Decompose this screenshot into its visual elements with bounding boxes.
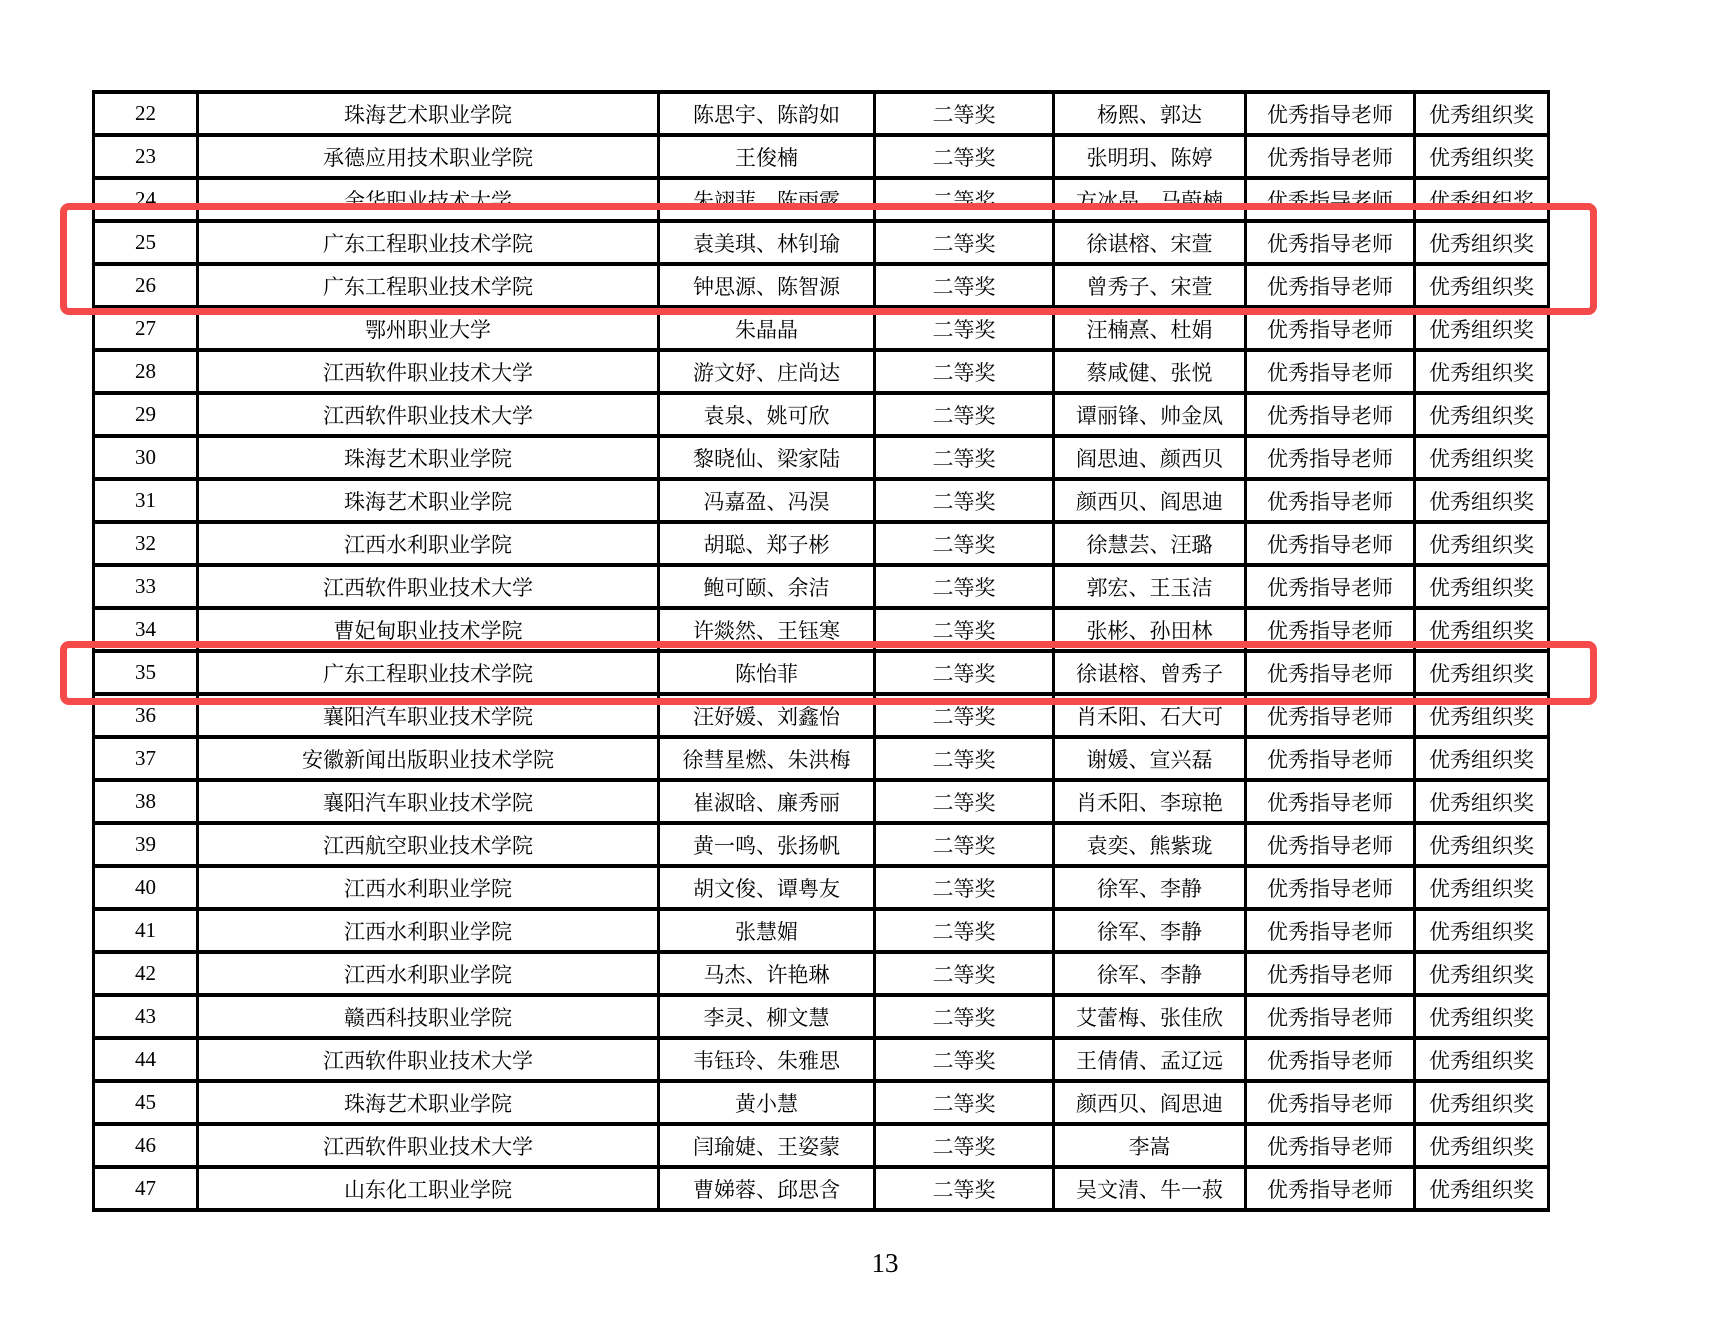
cell-student-names: 李灵、柳文慧 [659, 995, 875, 1038]
cell-teacher-award: 优秀指导老师 [1246, 1167, 1415, 1210]
cell-school-name: 安徽新闻出版职业技术学院 [198, 737, 659, 780]
cell-teacher-names: 蔡咸健、张悦 [1054, 350, 1246, 393]
cell-row-number: 28 [94, 350, 198, 393]
cell-teacher-award: 优秀指导老师 [1246, 909, 1415, 952]
cell-row-number: 34 [94, 608, 198, 651]
cell-student-names: 陈思宇、陈韵如 [659, 92, 875, 135]
cell-row-number: 46 [94, 1124, 198, 1167]
cell-student-names: 袁美琪、林钊瑜 [659, 221, 875, 264]
cell-organization-award: 优秀组织奖 [1415, 436, 1549, 479]
cell-award-level: 二等奖 [875, 608, 1054, 651]
cell-row-number: 37 [94, 737, 198, 780]
cell-organization-award: 优秀组织奖 [1415, 522, 1549, 565]
cell-row-number: 22 [94, 92, 198, 135]
cell-teacher-names: 李嵩 [1054, 1124, 1246, 1167]
cell-teacher-award: 优秀指导老师 [1246, 694, 1415, 737]
cell-award-level: 二等奖 [875, 694, 1054, 737]
cell-row-number: 33 [94, 565, 198, 608]
cell-organization-award: 优秀组织奖 [1415, 135, 1549, 178]
cell-student-names: 黄小慧 [659, 1081, 875, 1124]
cell-award-level: 二等奖 [875, 178, 1054, 221]
cell-award-level: 二等奖 [875, 522, 1054, 565]
award-table-body [94, 92, 1549, 1210]
cell-award-level: 二等奖 [875, 1167, 1054, 1210]
cell-award-level: 二等奖 [875, 135, 1054, 178]
table-row [94, 307, 1549, 350]
table-row [94, 565, 1549, 608]
cell-row-number: 32 [94, 522, 198, 565]
cell-student-names: 朱晶晶 [659, 307, 875, 350]
cell-row-number: 30 [94, 436, 198, 479]
cell-school-name: 江西软件职业技术大学 [198, 393, 659, 436]
cell-teacher-names: 方冰晶、马蔚楠 [1054, 178, 1246, 221]
cell-row-number: 38 [94, 780, 198, 823]
cell-school-name: 珠海艺术职业学院 [198, 479, 659, 522]
cell-student-names: 汪妤媛、刘鑫怡 [659, 694, 875, 737]
cell-award-level: 二等奖 [875, 479, 1054, 522]
cell-student-names: 陈怡菲 [659, 651, 875, 694]
table-row [94, 393, 1549, 436]
cell-row-number: 42 [94, 952, 198, 995]
table-row [94, 952, 1549, 995]
cell-school-name: 广东工程职业技术学院 [198, 264, 659, 307]
cell-school-name: 江西水利职业学院 [198, 866, 659, 909]
cell-student-names: 冯嘉盈、冯淏 [659, 479, 875, 522]
cell-row-number: 44 [94, 1038, 198, 1081]
cell-student-names: 曹娣蓉、邱思含 [659, 1167, 875, 1210]
cell-teacher-award: 优秀指导老师 [1246, 737, 1415, 780]
table-row [94, 737, 1549, 780]
cell-student-names: 朱翊菲、陈雨露 [659, 178, 875, 221]
cell-teacher-award: 优秀指导老师 [1246, 221, 1415, 264]
table-row [94, 178, 1549, 221]
cell-school-name: 承德应用技术职业学院 [198, 135, 659, 178]
cell-award-level: 二等奖 [875, 1124, 1054, 1167]
cell-teacher-names: 王倩倩、孟辽远 [1054, 1038, 1246, 1081]
cell-organization-award: 优秀组织奖 [1415, 651, 1549, 694]
table-row [94, 823, 1549, 866]
cell-organization-award: 优秀组织奖 [1415, 350, 1549, 393]
cell-school-name: 江西航空职业技术学院 [198, 823, 659, 866]
cell-row-number: 27 [94, 307, 198, 350]
cell-teacher-names: 曾秀子、宋萱 [1054, 264, 1246, 307]
cell-school-name: 襄阳汽车职业技术学院 [198, 780, 659, 823]
cell-organization-award: 优秀组织奖 [1415, 995, 1549, 1038]
cell-teacher-award: 优秀指导老师 [1246, 1081, 1415, 1124]
cell-organization-award: 优秀组织奖 [1415, 565, 1549, 608]
cell-organization-award: 优秀组织奖 [1415, 178, 1549, 221]
cell-teacher-names: 阎思迪、颜西贝 [1054, 436, 1246, 479]
table-row [94, 436, 1549, 479]
cell-school-name: 江西水利职业学院 [198, 952, 659, 995]
cell-teacher-award: 优秀指导老师 [1246, 479, 1415, 522]
table-row [94, 479, 1549, 522]
cell-row-number: 43 [94, 995, 198, 1038]
award-table [92, 90, 1550, 1212]
cell-teacher-names: 谢媛、宣兴磊 [1054, 737, 1246, 780]
cell-organization-award: 优秀组织奖 [1415, 866, 1549, 909]
cell-row-number: 26 [94, 264, 198, 307]
table-row [94, 866, 1549, 909]
cell-school-name: 珠海艺术职业学院 [198, 92, 659, 135]
cell-school-name: 广东工程职业技术学院 [198, 651, 659, 694]
page-number: 13 [871, 1248, 899, 1278]
cell-row-number: 31 [94, 479, 198, 522]
cell-organization-award: 优秀组织奖 [1415, 1038, 1549, 1081]
cell-award-level: 二等奖 [875, 350, 1054, 393]
cell-award-level: 二等奖 [875, 995, 1054, 1038]
cell-teacher-names: 肖禾阳、石大可 [1054, 694, 1246, 737]
cell-student-names: 黎晓仙、梁家陆 [659, 436, 875, 479]
cell-school-name: 襄阳汽车职业技术学院 [198, 694, 659, 737]
cell-row-number: 41 [94, 909, 198, 952]
cell-organization-award: 优秀组织奖 [1415, 737, 1549, 780]
cell-student-names: 徐彗星燃、朱洪梅 [659, 737, 875, 780]
cell-teacher-award: 优秀指导老师 [1246, 952, 1415, 995]
cell-school-name: 江西软件职业技术大学 [198, 350, 659, 393]
cell-teacher-award: 优秀指导老师 [1246, 393, 1415, 436]
cell-teacher-names: 徐谌榕、宋萱 [1054, 221, 1246, 264]
cell-award-level: 二等奖 [875, 952, 1054, 995]
cell-teacher-names: 杨熙、郭达 [1054, 92, 1246, 135]
cell-school-name: 珠海艺术职业学院 [198, 1081, 659, 1124]
cell-organization-award: 优秀组织奖 [1415, 608, 1549, 651]
cell-organization-award: 优秀组织奖 [1415, 1167, 1549, 1210]
cell-award-level: 二等奖 [875, 221, 1054, 264]
cell-organization-award: 优秀组织奖 [1415, 264, 1549, 307]
cell-organization-award: 优秀组织奖 [1415, 393, 1549, 436]
cell-organization-award: 优秀组织奖 [1415, 694, 1549, 737]
cell-teacher-names: 谭丽锋、帅金凤 [1054, 393, 1246, 436]
cell-award-level: 二等奖 [875, 737, 1054, 780]
cell-award-level: 二等奖 [875, 866, 1054, 909]
cell-teacher-award: 优秀指导老师 [1246, 436, 1415, 479]
cell-teacher-names: 袁奕、熊紫珑 [1054, 823, 1246, 866]
cell-school-name: 金华职业技术大学 [198, 178, 659, 221]
cell-school-name: 鄂州职业大学 [198, 307, 659, 350]
table-row [94, 1167, 1549, 1210]
table-row [94, 909, 1549, 952]
cell-organization-award: 优秀组织奖 [1415, 823, 1549, 866]
cell-organization-award: 优秀组织奖 [1415, 1124, 1549, 1167]
cell-student-names: 闫瑜婕、王姿蒙 [659, 1124, 875, 1167]
cell-teacher-names: 肖禾阳、李琼艳 [1054, 780, 1246, 823]
cell-student-names: 钟思源、陈智源 [659, 264, 875, 307]
cell-student-names: 袁泉、姚可欣 [659, 393, 875, 436]
cell-row-number: 47 [94, 1167, 198, 1210]
cell-school-name: 广东工程职业技术学院 [198, 221, 659, 264]
cell-award-level: 二等奖 [875, 436, 1054, 479]
table-row [94, 651, 1549, 694]
cell-teacher-award: 优秀指导老师 [1246, 608, 1415, 651]
cell-teacher-award: 优秀指导老师 [1246, 178, 1415, 221]
cell-teacher-names: 汪楠熹、杜娟 [1054, 307, 1246, 350]
cell-teacher-award: 优秀指导老师 [1246, 307, 1415, 350]
cell-school-name: 珠海艺术职业学院 [198, 436, 659, 479]
cell-teacher-award: 优秀指导老师 [1246, 866, 1415, 909]
cell-row-number: 35 [94, 651, 198, 694]
cell-organization-award: 优秀组织奖 [1415, 92, 1549, 135]
cell-teacher-names: 张明玥、陈婷 [1054, 135, 1246, 178]
cell-row-number: 40 [94, 866, 198, 909]
cell-teacher-award: 优秀指导老师 [1246, 1124, 1415, 1167]
cell-row-number: 29 [94, 393, 198, 436]
cell-student-names: 韦钰玲、朱雅思 [659, 1038, 875, 1081]
cell-teacher-names: 颜西贝、阎思迪 [1054, 1081, 1246, 1124]
cell-teacher-names: 张彬、孙田林 [1054, 608, 1246, 651]
cell-student-names: 游文妤、庄尚达 [659, 350, 875, 393]
cell-organization-award: 优秀组织奖 [1415, 909, 1549, 952]
table-row [94, 1124, 1549, 1167]
cell-student-names: 崔淑晗、廉秀丽 [659, 780, 875, 823]
table-row [94, 1038, 1549, 1081]
cell-row-number: 45 [94, 1081, 198, 1124]
cell-award-level: 二等奖 [875, 1038, 1054, 1081]
table-row [94, 995, 1549, 1038]
cell-teacher-award: 优秀指导老师 [1246, 995, 1415, 1038]
cell-row-number: 24 [94, 178, 198, 221]
cell-row-number: 25 [94, 221, 198, 264]
cell-teacher-award: 优秀指导老师 [1246, 780, 1415, 823]
cell-organization-award: 优秀组织奖 [1415, 1081, 1549, 1124]
cell-award-level: 二等奖 [875, 264, 1054, 307]
cell-organization-award: 优秀组织奖 [1415, 479, 1549, 522]
cell-teacher-names: 徐军、李静 [1054, 866, 1246, 909]
cell-row-number: 39 [94, 823, 198, 866]
cell-award-level: 二等奖 [875, 307, 1054, 350]
cell-award-level: 二等奖 [875, 780, 1054, 823]
cell-teacher-award: 优秀指导老师 [1246, 565, 1415, 608]
cell-teacher-award: 优秀指导老师 [1246, 350, 1415, 393]
cell-row-number: 36 [94, 694, 198, 737]
table-row [94, 221, 1549, 264]
cell-school-name: 曹妃甸职业技术学院 [198, 608, 659, 651]
cell-teacher-award: 优秀指导老师 [1246, 1038, 1415, 1081]
cell-teacher-names: 颜西贝、阎思迪 [1054, 479, 1246, 522]
cell-teacher-names: 吴文清、牛一菽 [1054, 1167, 1246, 1210]
cell-teacher-names: 艾蕾梅、张佳欣 [1054, 995, 1246, 1038]
cell-school-name: 赣西科技职业学院 [198, 995, 659, 1038]
cell-student-names: 黄一鸣、张扬帆 [659, 823, 875, 866]
cell-award-level: 二等奖 [875, 393, 1054, 436]
cell-student-names: 鲍可颐、余洁 [659, 565, 875, 608]
cell-award-level: 二等奖 [875, 909, 1054, 952]
cell-student-names: 王俊楠 [659, 135, 875, 178]
cell-teacher-names: 徐军、李静 [1054, 952, 1246, 995]
cell-award-level: 二等奖 [875, 565, 1054, 608]
table-row [94, 694, 1549, 737]
cell-school-name: 江西软件职业技术大学 [198, 1038, 659, 1081]
cell-teacher-award: 优秀指导老师 [1246, 135, 1415, 178]
table-row [94, 608, 1549, 651]
cell-school-name: 江西软件职业技术大学 [198, 565, 659, 608]
cell-teacher-award: 优秀指导老师 [1246, 651, 1415, 694]
cell-teacher-names: 徐谌榕、曾秀子 [1054, 651, 1246, 694]
cell-award-level: 二等奖 [875, 1081, 1054, 1124]
table-row [94, 780, 1549, 823]
table-row [94, 135, 1549, 178]
cell-organization-award: 优秀组织奖 [1415, 307, 1549, 350]
cell-teacher-names: 郭宏、王玉洁 [1054, 565, 1246, 608]
table-row [94, 1081, 1549, 1124]
cell-student-names: 胡文俊、谭粤友 [659, 866, 875, 909]
cell-student-names: 马杰、许艳琳 [659, 952, 875, 995]
table-row [94, 350, 1549, 393]
cell-teacher-names: 徐慧芸、汪璐 [1054, 522, 1246, 565]
cell-student-names: 张慧媚 [659, 909, 875, 952]
cell-school-name: 山东化工职业学院 [198, 1167, 659, 1210]
cell-teacher-award: 优秀指导老师 [1246, 522, 1415, 565]
cell-teacher-names: 徐军、李静 [1054, 909, 1246, 952]
cell-school-name: 江西水利职业学院 [198, 909, 659, 952]
cell-school-name: 江西软件职业技术大学 [198, 1124, 659, 1167]
cell-organization-award: 优秀组织奖 [1415, 952, 1549, 995]
cell-award-level: 二等奖 [875, 823, 1054, 866]
table-row [94, 522, 1549, 565]
cell-student-names: 胡聪、郑子彬 [659, 522, 875, 565]
table-row [94, 264, 1549, 307]
cell-teacher-award: 优秀指导老师 [1246, 264, 1415, 307]
cell-organization-award: 优秀组织奖 [1415, 780, 1549, 823]
cell-row-number: 23 [94, 135, 198, 178]
cell-student-names: 许燚然、王钰寒 [659, 608, 875, 651]
cell-teacher-award: 优秀指导老师 [1246, 92, 1415, 135]
cell-school-name: 江西水利职业学院 [198, 522, 659, 565]
cell-organization-award: 优秀组织奖 [1415, 221, 1549, 264]
cell-award-level: 二等奖 [875, 651, 1054, 694]
table-row [94, 92, 1549, 135]
cell-teacher-award: 优秀指导老师 [1246, 823, 1415, 866]
cell-award-level: 二等奖 [875, 92, 1054, 135]
